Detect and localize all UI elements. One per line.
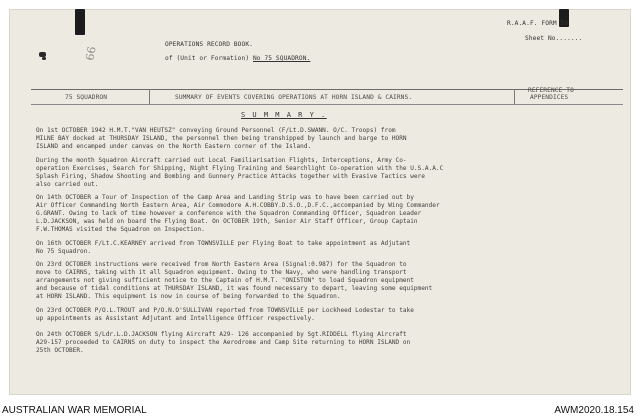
paragraph-line: On 1st OCTOBER 1942 H.M.T."VAN HEUTSZ" conveying Ground Personnel (F/Lt.D.SWANN. O/C. Troops) from xyxy=(36,127,396,134)
paragraph-line: also carried out. xyxy=(36,181,99,188)
paragraph-line: F.W.THOMAS visited the Squadron on Inspection. xyxy=(36,226,205,233)
header-reference: REFERENCE TO xyxy=(528,87,574,94)
paragraph-7 xyxy=(36,331,622,355)
record-title: OPERATIONS RECORD BOOK. xyxy=(165,41,253,48)
paragraph-6 xyxy=(36,307,622,323)
paragraph-line: Splash Firing, Shadow Shooting and Bombing and Gunnery Practice Attacks together with Evasive Tactics were xyxy=(36,173,425,180)
paragraph-line: On 23rd OCTOBER P/O.L.TROUT and P/O.N.O'SULLIVAN reported from TOWNSVILLE per Lockheed Lodestar to take xyxy=(36,307,414,314)
paragraph-line: at HORN ISLAND. This equipment is now in course of being forwarded to the Squadron. xyxy=(36,293,341,300)
paragraph-line: On 14th OCTOBER a Tour of Inspection of the Camp Area and Landing Strip was to have been carried out by xyxy=(36,194,414,201)
paragraph-line: During the month Squadron Aircraft carried out Local Familiarisation Flights, Interceptions, Army Co- xyxy=(36,157,407,164)
paragraph-line: No 75 Squadron. xyxy=(36,248,92,255)
sheet-number: Sheet No....... xyxy=(525,35,583,42)
paragraph-line: On 24th OCTOBER S/Ldr.L.D.JACKSON flying Aircraft A29- 126 accompanied by Sgt.RIDDELL flying Aircraft xyxy=(36,331,407,338)
header-column-divider-2 xyxy=(514,89,515,105)
form-code: R.A.A.F. FORM 50 xyxy=(507,20,569,27)
paragraph-line: arrangements not giving sufficient notice to the Captain of H.M.T. "ONISTON" to load Squadron equipment xyxy=(36,277,414,284)
binder-clip-left xyxy=(75,9,85,35)
paragraph-line: A29-157 proceeded to CAIRNS on duty to inspect the Aerodrome and Camp Site returning to HORN ISLAND on xyxy=(36,339,411,346)
pencil-annotation: 66 xyxy=(83,45,99,62)
header-unit: 75 SQUADRON xyxy=(65,94,108,101)
record-unit-prefix: of (Unit or Formation) xyxy=(165,55,250,62)
paragraph-line: G.GRANT. Owing to lack of time however a conference with the Squadron Commanding Officer, Squadron Leader xyxy=(36,210,422,217)
collection-caption: AUSTRALIAN WAR MEMORIAL xyxy=(2,405,147,416)
summary-heading: S U M M A R Y . xyxy=(241,111,327,119)
punch-hole-mark-small xyxy=(42,57,46,60)
record-unit: No 75 SQUADRON. xyxy=(252,55,311,62)
header-appendices: APPENDICES xyxy=(530,94,569,101)
paragraph-line: Air Officer Commanding North Eastern Area, Air Commodore A.H.COBBY.D.S.O.,D.F.C.,accompanied by Wing Commander xyxy=(36,202,440,209)
paragraph-line: L.D.JACKSON, was held on board the Flying Boat. On OCTOBER 19th, Senior Air Staff Officer, Group Captain xyxy=(36,218,418,225)
paragraph-line: 25th OCTOBER. xyxy=(36,347,84,354)
paragraph-4 xyxy=(36,240,622,256)
accession-number: AWM2020.18.154 xyxy=(554,405,634,416)
paragraph-line: move to CAIRNS, taking with it all Squadron equipment. Owing to the Navy, who were handling transport xyxy=(36,269,407,276)
document-page xyxy=(9,9,631,395)
header-summary-title: SUMMARY OF EVENTS COVERING OPERATIONS AT HORN ISLAND & CAIRNS. xyxy=(175,94,413,101)
record-unit-line xyxy=(165,55,310,62)
paragraph-line: ISLAND and encamped under canvas on the North Eastern corner of the Island. xyxy=(36,143,312,150)
paragraph-line: MILNE BAY docked at THURSDAY ISLAND, the personnel then being transhipped by launch and barge to HORN xyxy=(36,135,407,142)
header-column-divider-1 xyxy=(149,89,150,105)
paragraph-line: operation Exercises, Search for Shipping, Night Flying Training and Searchlight Co-operation with the U.S.A.A.C xyxy=(36,165,444,172)
paragraph-1 xyxy=(36,127,622,151)
paragraph-5 xyxy=(36,261,622,301)
paragraph-line: up appointments as Assistant Adjutant and Intelligence Officer respectively. xyxy=(36,315,315,322)
paragraph-line: and because of tidal conditions at THURSDAY ISLAND, it was found necessary to depart, leaving some equipment xyxy=(36,285,433,292)
paragraph-line: On 16th OCTOBER F/Lt.C.KEARNEY arrived from TOWNSVILLE per Flying Boat to take appointment as Adjutant xyxy=(36,240,411,247)
paragraph-2 xyxy=(36,157,622,189)
paragraph-3 xyxy=(36,194,622,234)
paragraph-line: On 23rd OCTOBER instructions were received from North Eastern Area (Signal:0.987) for the Squadron to xyxy=(36,261,407,268)
header-bottom-rule xyxy=(31,104,623,105)
